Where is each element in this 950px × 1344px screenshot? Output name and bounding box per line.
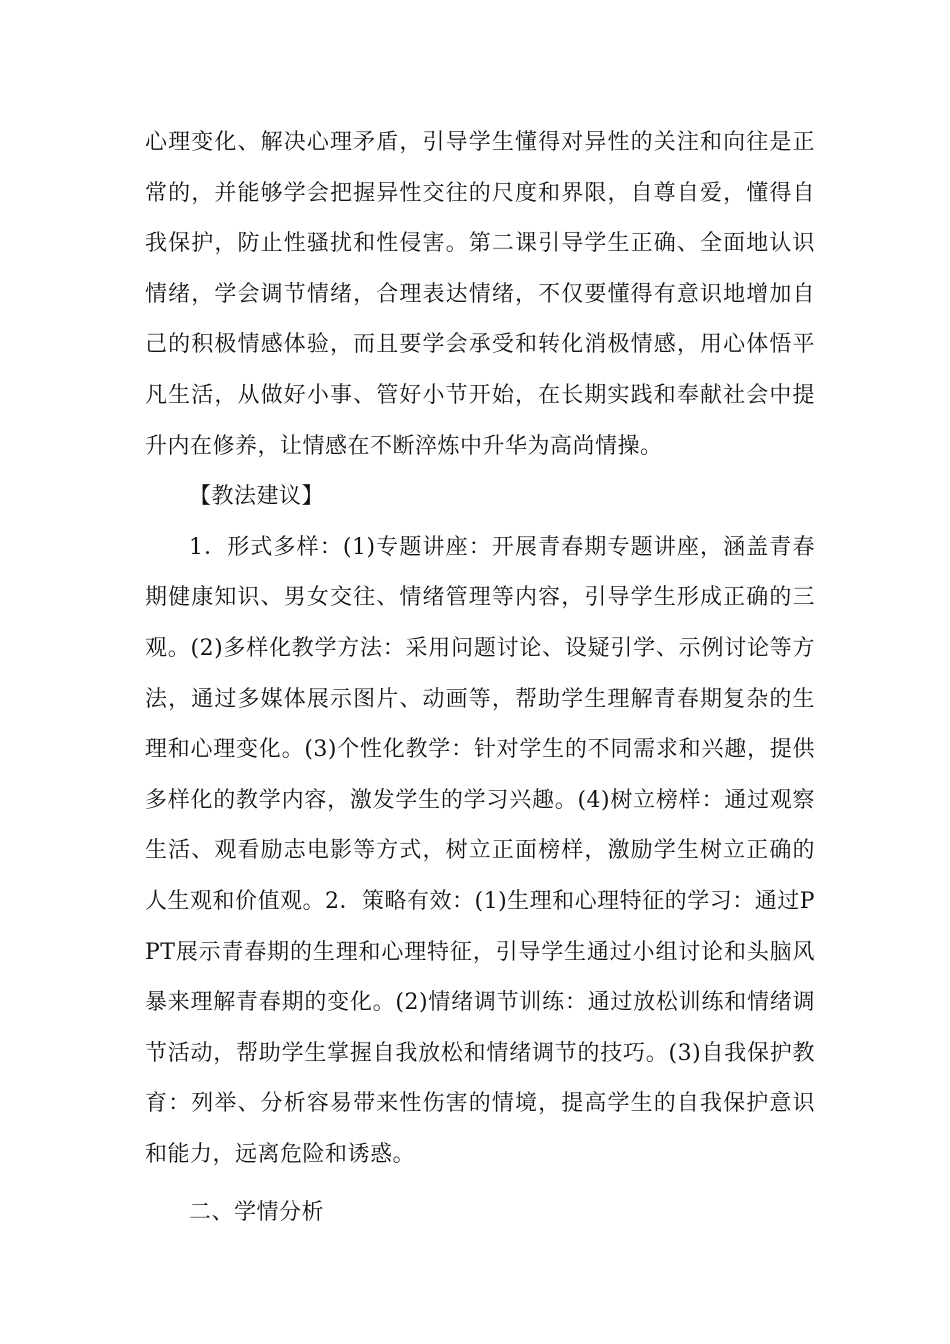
paragraph-intro-continued: 心理变化、解决心理矛盾，引导学生懂得对异性的关注和向往是正常的，并能够学会把握异性交往的尺度和界限，自尊自爱，懂得自我保护，防止性骚扰和性侵害。第二课引导学生正确、全面地认识情绪，学会调节情绪，合理表达情绪，不仅要懂得有意识地增加自己的积极情感体验，而且要学会承受和转化消极情感，用心体悟平凡生活，从做好小事、管好小节开始，在长期实践和奉献社会中提升内在修养，让情感在不断淬炼中升华为高尚情操。 (145, 130, 815, 459)
heading-section-two: 二、学情分析 (189, 1200, 325, 1226)
document-body (145, 118, 815, 1239)
heading-teaching-method: 【教法建议】 (189, 484, 325, 510)
paragraph-teaching-method: 1．形式多样：(1)专题讲座：开展青春期专题讲座，涵盖青春期健康知识、男女交往、情绪管理等内容，引导学生形成正确的三观。(2)多样化教学方法：采用问题讨论、设疑引学、示例讨论等方法，通过多媒体展示图片、动画等，帮助学生理解青春期复杂的生理和心理变化。(3)个性化教学：针对学生的不同需求和兴趣，提供多样化的教学内容，激发学生的学习兴趣。(4)树立榜样：通过观察生活、观看励志电影等方式，树立正面榜样，激励学生树立正确的人生观和价值观。2．策略有效：(1)生理和心理特征的学习：通过PPT展示青春期的生理和心理特征，引导学生通过小组讨论和头脑风暴来理解青春期的变化。(2)情绪调节训练：通过放松训练和情绪调节活动，帮助学生掌握自我放松和情绪调节的技巧。(3)自我保护教育：列举、分析容易带来性伤害的情境，提高学生的自我保护意识和能力，远离危险和诱惑。 (145, 534, 815, 1167)
